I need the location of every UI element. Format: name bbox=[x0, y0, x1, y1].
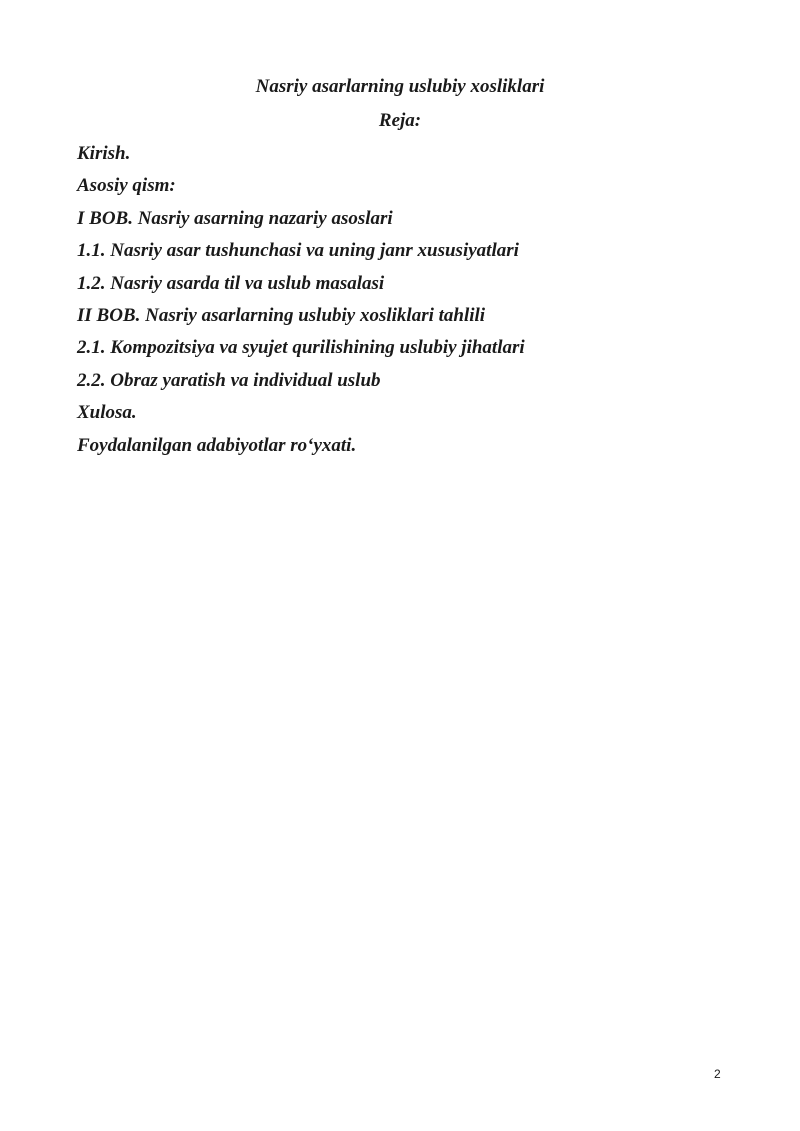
toc-item-section-1-2: 1.2. Nasriy asarda til va uslub masalasi bbox=[77, 272, 385, 294]
plan-heading: Reja: bbox=[378, 110, 422, 131]
toc-item-conclusion: Xulosa. bbox=[77, 402, 137, 424]
toc-item-section-2-2: 2.2. Obraz yaratish va individual uslub bbox=[77, 369, 381, 391]
toc-item-main-part: Asosiy qism: bbox=[77, 175, 176, 197]
toc-item-introduction: Kirish. bbox=[77, 143, 131, 164]
page-number: 2 bbox=[714, 1067, 721, 1081]
table-of-contents bbox=[77, 142, 525, 466]
document-title: Nasriy asarlarning uslubiy xosliklari bbox=[255, 76, 545, 97]
toc-item-chapter-1: I BOB. Nasriy asarning nazariy asoslari bbox=[77, 207, 393, 229]
toc-item-section-1-1: 1.1. Nasriy asar tushunchasi va uning janr xususiyatlari bbox=[77, 240, 519, 262]
toc-item-references: Foydalanilgan adabiyotlar ro‘yxati. bbox=[77, 434, 357, 456]
toc-item-section-2-1: 2.1. Kompozitsiya va syujet qurilishining uslubiy jihatlari bbox=[77, 337, 525, 359]
toc-item-chapter-2: II BOB. Nasriy asarlarning uslubiy xosliklari tahlili bbox=[77, 304, 486, 326]
